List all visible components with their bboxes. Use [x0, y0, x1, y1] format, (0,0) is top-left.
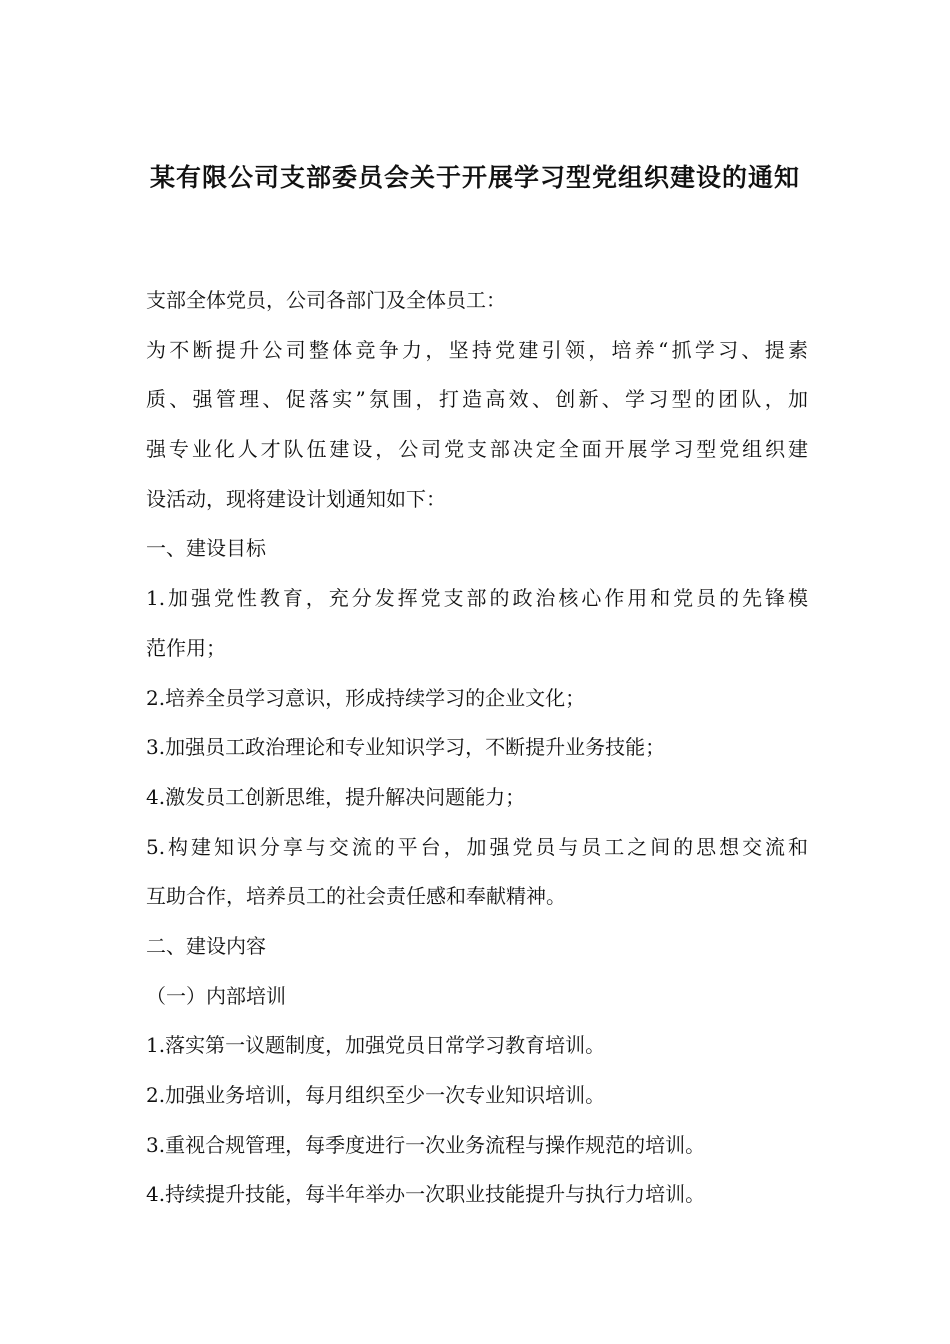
goal-4: 4.激发员工创新思维，提升解决问题能力； — [146, 784, 526, 809]
intro-line-3: 强专业化人才队伍建设，公司党支部决定全面开展学习型党组织建 — [146, 437, 808, 462]
intro-line-1: 为不断提升公司整体竞争力，坚持党建引领，培养“抓学习、提素 — [146, 337, 808, 362]
intro-line-4: 设活动，现将建设计划通知如下： — [146, 486, 446, 511]
document-body — [146, 276, 808, 1220]
goal-3: 3.加强员工政治理论和专业知识学习，不断提升业务技能； — [146, 735, 666, 760]
document-title: 某有限公司支部委员会关于开展学习型党组织建设的通知 — [149, 163, 800, 192]
training-item-4: 4.持续提升技能，每半年举办一次职业技能提升与执行力培训。 — [146, 1182, 706, 1207]
section-heading-content: 二、建设内容 — [146, 933, 266, 958]
intro-line-2: 质、强管理、促落实”氛围，打造高效、创新、学习型的团队，加 — [146, 387, 808, 412]
section-heading-goals: 一、建设目标 — [146, 536, 266, 561]
goal-1-line-1: 1.加强党性教育，充分发挥党支部的政治核心作用和党员的先锋模 — [146, 586, 808, 611]
subsection-heading-training: （一）内部培训 — [146, 983, 286, 1008]
training-item-3: 3.重视合规管理，每季度进行一次业务流程与操作规范的培训。 — [146, 1132, 706, 1157]
training-item-2: 2.加强业务培训，每月组织至少一次专业知识培训。 — [146, 1083, 606, 1107]
goal-5-line-2: 互助合作，培养员工的社会责任感和奉献精神。 — [146, 884, 566, 909]
goal-2: 2.培养全员学习意识，形成持续学习的企业文化； — [146, 685, 586, 710]
training-item-1: 1.落实第一议题制度，加强党员日常学习教育培训。 — [146, 1033, 606, 1058]
goal-1-line-2: 范作用； — [146, 635, 226, 660]
salutation: 支部全体党员，公司各部门及全体员工： — [146, 288, 506, 312]
goal-5-line-1: 5.构建知识分享与交流的平台，加强党员与员工之间的思想交流和 — [146, 834, 808, 859]
